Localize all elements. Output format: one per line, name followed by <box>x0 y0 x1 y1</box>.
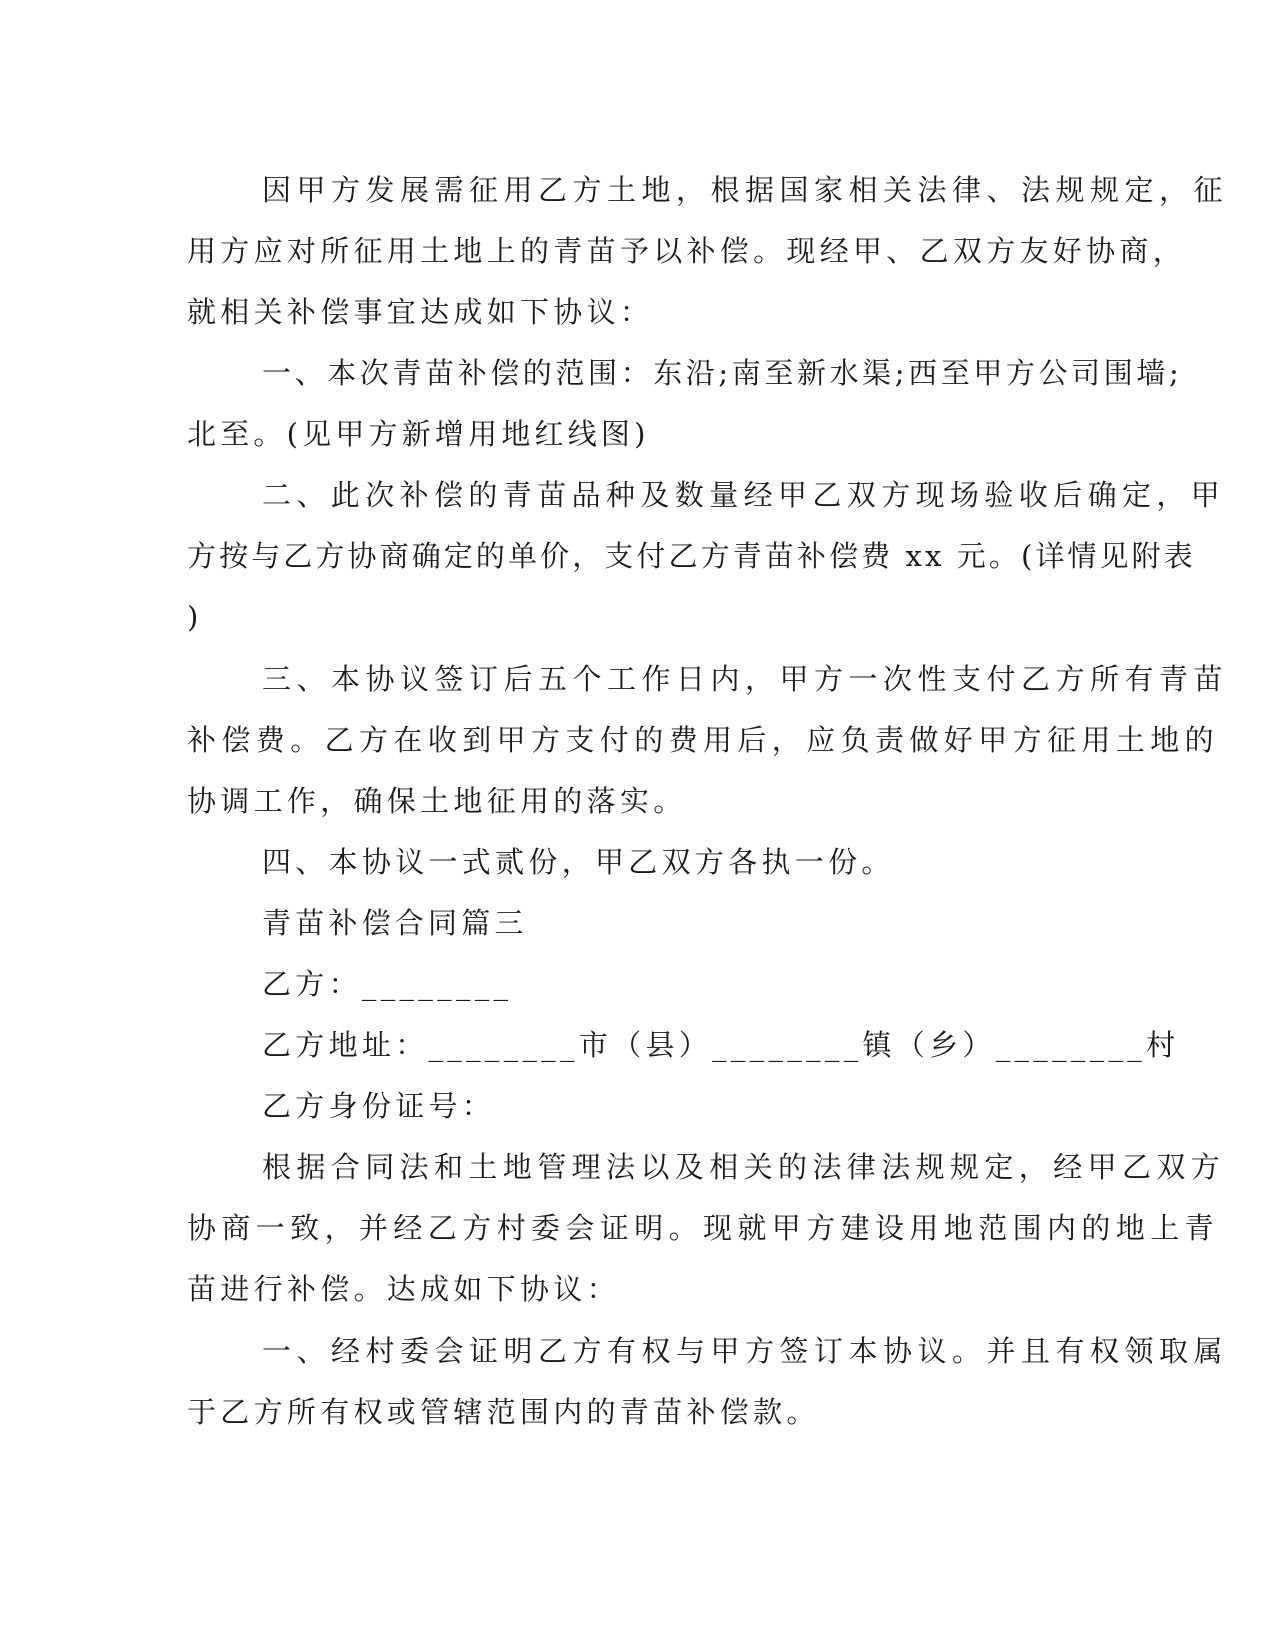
paragraph-basis-line-2: 协商一致，并经乙方村委会证明。现就甲方建设用地范围内的地上青 <box>187 1211 1220 1245</box>
party-b-address-field: 乙方地址：________市（县）________镇（乡）________村 <box>262 1028 1180 1062</box>
paragraph-basis-line-1: 根据合同法和土地管理法以及相关的法律法规规定，经甲乙双方 <box>262 1150 1226 1184</box>
party-b-name-field: 乙方：________ <box>262 967 513 1001</box>
article-1-line-2: 于乙方所有权或管辖范围内的青苗补偿款。 <box>187 1395 820 1429</box>
article-1-line-1: 一、经村委会证明乙方有权与甲方签订本协议。并且有权领取属 <box>262 1334 1229 1368</box>
clause-2-line-1: 二、此次补偿的青苗品种及数量经甲乙双方现场验收后确定，甲 <box>262 478 1226 512</box>
paragraph-intro-line-2: 用方应对所征用土地上的青苗予以补偿。现经甲、乙双方友好协商， <box>187 234 1187 268</box>
clause-3-line-1: 三、本协议签订后五个工作日内，甲方一次性支付乙方所有青苗 <box>262 662 1229 696</box>
clause-3-line-2: 补偿费。乙方在收到甲方支付的费用后，应负责做好甲方征用土地的 <box>187 723 1220 757</box>
clause-4-line: 四、本协议一式贰份，甲乙双方各执一份。 <box>262 845 895 879</box>
clause-1-line-2: 北至。(见甲方新增用地红线图) <box>187 417 650 451</box>
paragraph-intro-line-3: 就相关补偿事宜达成如下协议： <box>187 295 654 329</box>
paragraph-basis-line-3: 苗进行补偿。达成如下协议： <box>187 1272 620 1306</box>
clause-2-line-3: ) <box>187 600 199 634</box>
clause-3-line-3: 协调工作，确保土地征用的落实。 <box>187 784 687 818</box>
party-b-id-field: 乙方身份证号： <box>262 1089 496 1123</box>
paragraph-intro-line-1: 因甲方发展需征用乙方土地，根据国家相关法律、法规规定，征 <box>262 173 1229 207</box>
clause-2-line-2: 方按与乙方协商确定的单价，支付乙方青苗补偿费 xx 元。(详情见附表 <box>187 539 1196 573</box>
clause-1-line-1: 一、本次青苗补偿的范围：东沿;南至新水渠;西至甲方公司围墙; <box>262 356 1183 390</box>
section-heading: 青苗补偿合同篇三 <box>262 906 528 940</box>
